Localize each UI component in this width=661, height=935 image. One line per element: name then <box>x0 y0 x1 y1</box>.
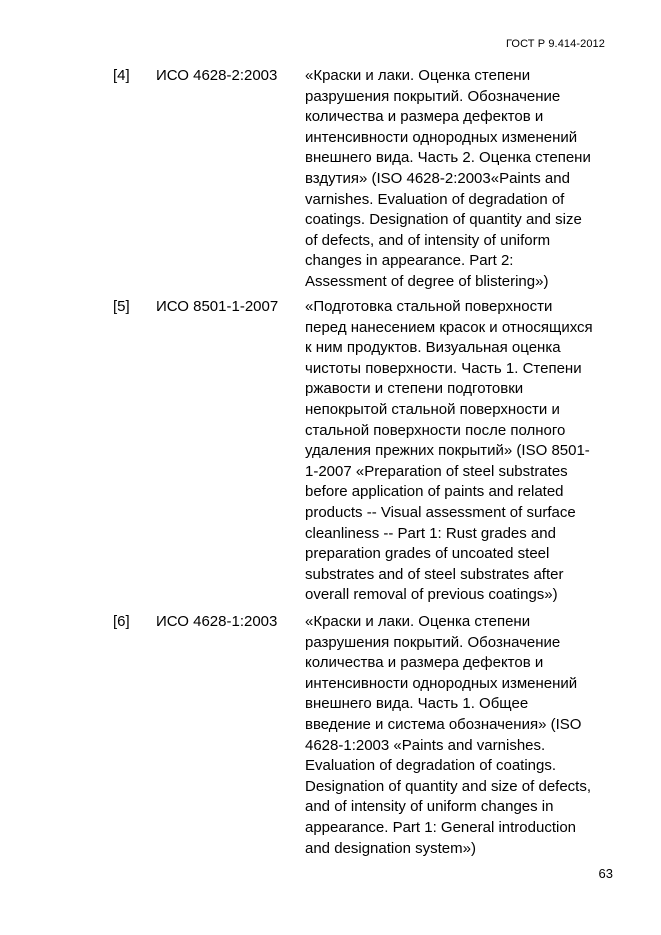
description-line: appearance. Part 1: General introduction <box>305 818 577 836</box>
reference-description <box>305 297 615 606</box>
description-line: 4628-1:2003 «Paints and varnishes. <box>305 736 546 754</box>
reference-number: [5] <box>113 298 130 315</box>
reference-code: ИСО 4628-1:2003 <box>156 613 278 630</box>
reference-code: ИСО 8501-1-2007 <box>156 298 279 315</box>
description-line: preparation grades of uncoated steel <box>305 545 550 563</box>
description-line: разрушения покрытий. Обозначение <box>305 87 561 105</box>
reference-description <box>305 66 615 293</box>
reference-description <box>305 612 615 859</box>
description-line: удаления прежних покрытий» (ISO 8501- <box>305 442 590 460</box>
description-line: внешнего вида. Часть 2. Оценка степени <box>305 149 591 167</box>
description-line: интенсивности однородных изменений <box>305 674 578 692</box>
description-line: Designation of quantity and size of defects, <box>305 777 592 795</box>
description-line: and designation system») <box>305 839 476 857</box>
description-line: substrates and of steel substrates after <box>305 565 564 583</box>
description-line: and of intensity of uniform changes in <box>305 798 554 816</box>
description-line: непокрытой стальной поверхности и <box>305 400 560 418</box>
description-line: количества и размера дефектов и <box>305 108 544 126</box>
document-header: ГОСТ Р 9.414-2012 <box>505 38 605 50</box>
reference-number: [4] <box>113 67 130 84</box>
description-line: к ним продуктов. Визуальная оценка <box>305 339 561 357</box>
description-line: cleanliness -- Part 1: Rust grades and <box>305 524 556 542</box>
description-line: количества и размера дефектов и <box>305 654 544 672</box>
description-line: стальной поверхности после полного <box>305 421 566 439</box>
page-number: 63 <box>598 866 613 881</box>
description-line: of defects, and of intensity of uniform <box>305 231 551 249</box>
description-line: «Краски и лаки. Оценка степени <box>305 67 531 84</box>
description-line: вздутия» (ISO 4628-2:2003«Paints and <box>305 169 570 187</box>
description-line: Assessment of degree of blistering») <box>305 272 549 290</box>
description-line: 1-2007 «Preparation of steel substrates <box>305 462 568 480</box>
description-line: введение и система обозначения» (ISO <box>305 715 582 733</box>
description-line: ржавости и степени подготовки <box>305 380 524 398</box>
description-line: перед нанесением красок и относящихся <box>305 318 593 336</box>
description-line: внешнего вида. Часть 1. Общее <box>305 695 529 713</box>
description-line: before application of paints and related <box>305 483 564 501</box>
description-line: coatings. Designation of quantity and size <box>305 211 582 229</box>
description-line: «Краски и лаки. Оценка степени <box>305 613 531 630</box>
description-line: интенсивности однородных изменений <box>305 128 578 146</box>
reference-code: ИСО 4628-2:2003 <box>156 67 278 84</box>
description-line: overall removal of previous coatings») <box>305 586 558 604</box>
description-line: varnishes. Evaluation of degradation of <box>305 190 565 208</box>
description-line: products -- Visual assessment of surface <box>305 503 576 521</box>
reference-number: [6] <box>113 613 130 630</box>
description-line: чистоты поверхности. Часть 1. Степени <box>305 359 582 377</box>
description-line: changes in appearance. Part 2: <box>305 252 514 270</box>
description-line: «Подготовка стальной поверхности <box>305 298 553 315</box>
description-line: Evaluation of degradation of coatings. <box>305 757 557 775</box>
description-line: разрушения покрытий. Обозначение <box>305 633 561 651</box>
